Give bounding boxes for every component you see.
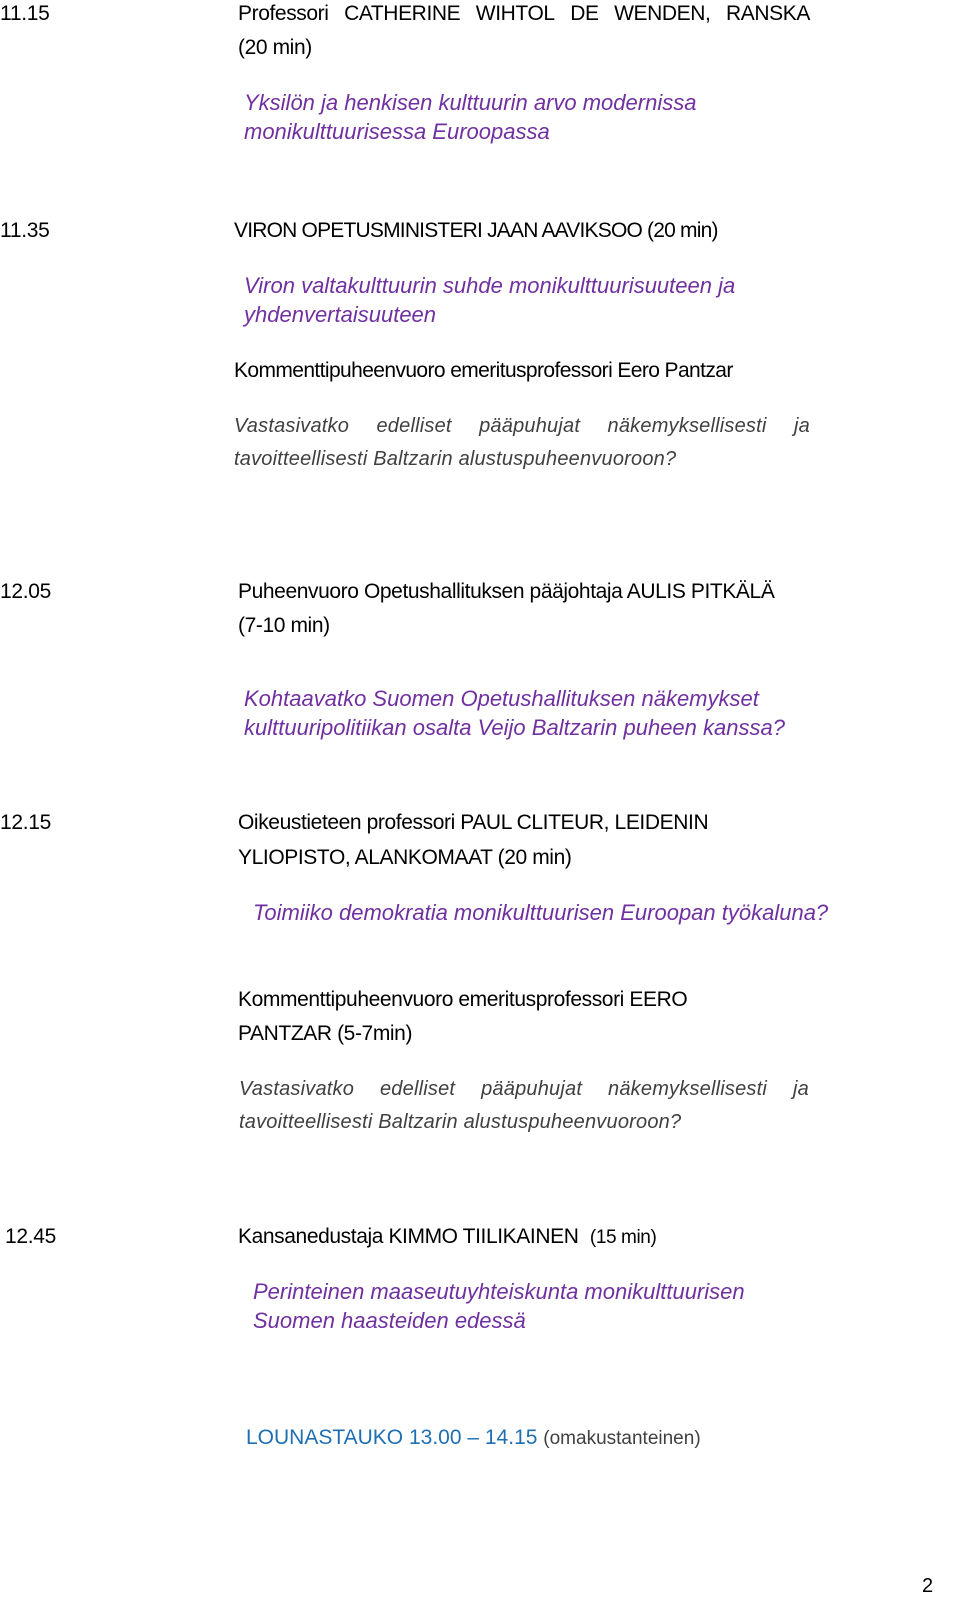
- speaker-cliteur-line2: YLIOPISTO, ALANKOMAAT (20 min): [238, 846, 572, 869]
- time-1205: 12.05: [0, 580, 52, 603]
- comment-text-line2: tavoitteellisesti Baltzarin alustuspuheenvuoroon?: [234, 448, 677, 470]
- time-1115: 11.15: [0, 2, 50, 25]
- comment-word: näkemyksellisesti: [608, 1078, 768, 1100]
- topic-cliteur: Toimiiko demokratia monikulttuurisen Euroopan työkaluna?: [253, 900, 829, 925]
- comment-word: edelliset: [376, 415, 452, 437]
- topic-wihtol-line1: Yksilön ja henkisen kulttuurin arvo modernissa: [244, 90, 697, 115]
- lunch-note: (omakustanteinen): [543, 1428, 701, 1449]
- topic-aaviksoo-line2: yhdenvertaisuuteen: [244, 302, 437, 327]
- speaker-word: DE: [570, 2, 599, 25]
- topic-aaviksoo-line1: Viron valtakulttuurin suhde monikulttuurisuuteen ja: [244, 273, 736, 298]
- topic-wihtol-line2: monikulttuurisessa Euroopassa: [244, 119, 550, 144]
- speaker-word: CATHERINE: [344, 2, 461, 25]
- comment-word: ja: [792, 1078, 809, 1100]
- comment-word: pääpuhujat: [479, 415, 581, 437]
- comment-text-2-line2: tavoitteellisesti Baltzarin alustuspuheenvuoroon?: [239, 1111, 682, 1133]
- lunch-label: LOUNASTAUKO 13.00 – 14.15: [246, 1426, 538, 1449]
- topic-tiilikainen-line1: Perinteinen maaseutuyhteiskunta monikulttuurisen: [253, 1279, 745, 1304]
- comment-word: edelliset: [379, 1078, 456, 1100]
- lunch-break: [246, 1426, 701, 1450]
- topic-pitkala-line2: kulttuuripolitiikan osalta Veijo Baltzarin puheen kanssa?: [244, 715, 785, 740]
- speaker-tiilikainen: [238, 1225, 656, 1249]
- time-1135: 11.35: [0, 219, 50, 242]
- comment-head-pantzar-2-line2: PANTZAR (5-7min): [238, 1022, 413, 1045]
- speaker-word: RANSKA: [726, 2, 810, 25]
- comment-word: pääpuhujat: [481, 1078, 583, 1100]
- speaker-wihtol-line2: (20 min): [238, 36, 312, 59]
- speaker-tiilikainen-name: Kansanedustaja KIMMO TIILIKAINEN: [238, 1225, 579, 1248]
- speaker-word: WENDEN,: [614, 2, 711, 25]
- comment-head-pantzar: Kommenttipuheenvuoro emeritusprofessori Eero Pantzar: [234, 359, 733, 382]
- speaker-word: Professori: [238, 2, 329, 25]
- comment-word: Vastasivatko: [239, 1078, 355, 1100]
- comment-text-2-line1: [239, 1078, 809, 1101]
- topic-pitkala-line1: Kohtaavatko Suomen Opetushallituksen näkemykset: [244, 686, 759, 711]
- speaker-word: WIHTOL: [475, 2, 555, 25]
- time-1215: 12.15: [0, 811, 52, 834]
- topic-tiilikainen-line2: Suomen haasteiden edessä: [253, 1308, 526, 1333]
- comment-word: ja: [793, 415, 810, 437]
- comment-word: näkemyksellisesti: [607, 415, 767, 437]
- time-1245: 12.45: [5, 1225, 57, 1248]
- speaker-pitkala-line2: (7-10 min): [238, 614, 330, 637]
- speaker-pitkala-line1: Puheenvuoro Opetushallituksen pääjohtaja AULIS PITKÄLÄ: [238, 580, 775, 603]
- speaker-tiilikainen-duration: (15 min): [589, 1227, 657, 1248]
- comment-head-pantzar-2-line1: Kommenttipuheenvuoro emeritusprofessori EERO: [238, 988, 688, 1011]
- speaker-cliteur-line1: Oikeustieteen professori PAUL CLITEUR, LEIDENIN: [238, 811, 709, 834]
- speaker-wihtol-line1: [238, 2, 810, 26]
- comment-text-line1: [234, 415, 810, 438]
- speaker-aaviksoo: VIRON OPETUSMINISTERI JAAN AAVIKSOO (20 min): [234, 219, 718, 242]
- page-number: 2: [922, 1575, 934, 1597]
- comment-word: Vastasivatko: [234, 415, 350, 437]
